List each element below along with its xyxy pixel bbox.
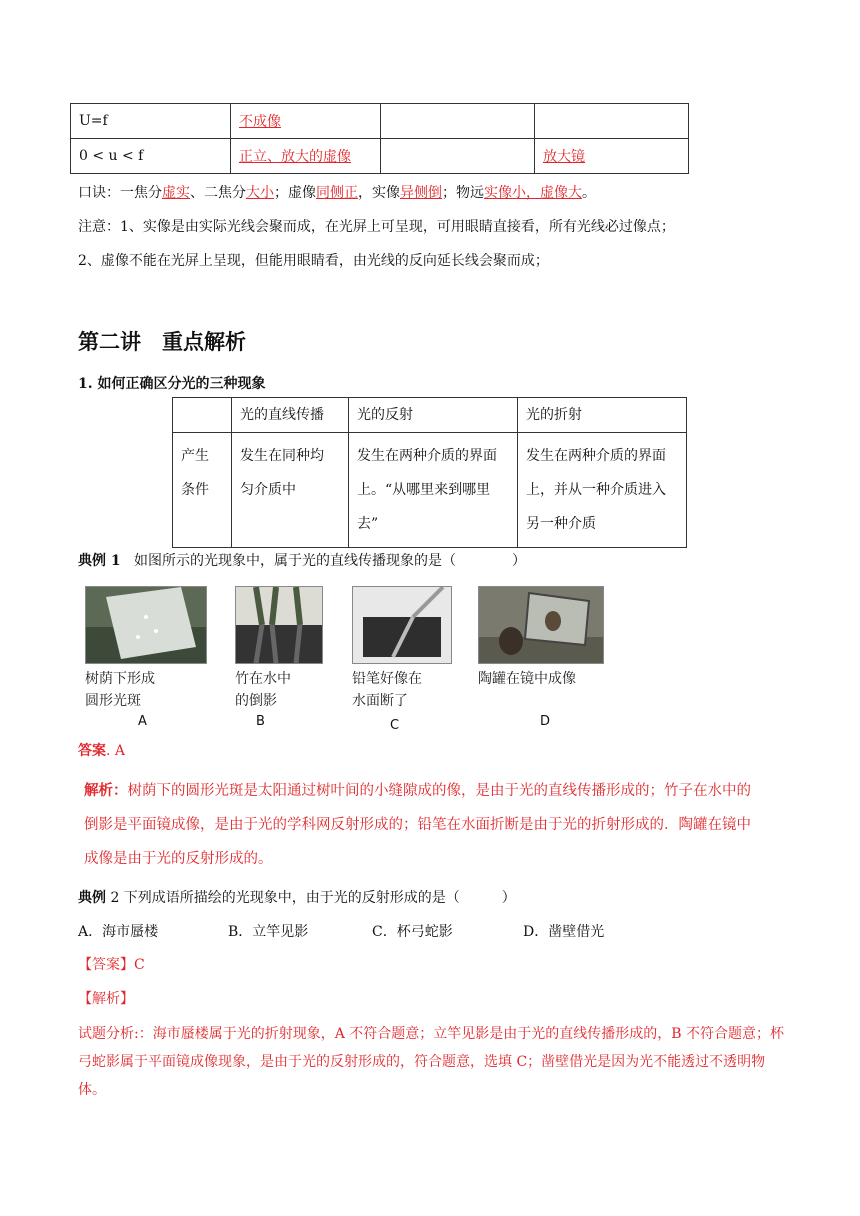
section-title: 第二讲 重点解析 (78, 330, 246, 354)
explanation-text: 树荫下的圆形光斑是太阳通过树叶间的小缝隙成的像，是由于光的直线传播形成的；竹子在水中的倒影是平面镜成像，是由于光的学科网反射形成的；铅笔在水面折断是由于光的折射形成的．陶罐在镜中成像是由于光的反射形成的。 (84, 783, 751, 867)
table-cell (535, 104, 689, 139)
table-cell: 正立、放大的虚像 (231, 139, 381, 174)
figure-caption: 铅笔好像在 水面断了 (352, 671, 422, 709)
explanation-2-label: 【解析】 (78, 991, 134, 1007)
table-header (173, 398, 232, 433)
table-header: 光的折射 (518, 398, 687, 433)
answer-2: 【答案】C (78, 957, 145, 973)
example-label: 典例 (78, 890, 106, 906)
text: 、二焦分 (190, 185, 246, 201)
option-letter: C (390, 718, 400, 733)
example-2-question (78, 887, 516, 907)
answer-value: . A (106, 743, 126, 759)
photo-jar-mirror (478, 586, 604, 664)
highlight: 实像小，虚像大 (484, 185, 582, 201)
highlight: 异侧倒 (400, 185, 442, 201)
table-cell: 0 < u < f (71, 139, 231, 174)
explanation-2: 试题分析:：海市蜃楼属于光的折射现象，A 不符合题意；立竿见影是由于光的直线传播形成的，B 不符合题意；杯弓蛇影属于平面镜成像现象，是由于光的反射形成的，符合题意，选填 C；凿壁借光是因为光不能透过不透明物体。 (78, 1026, 785, 1098)
highlight: 大小 (246, 185, 274, 201)
explanation-1 (84, 774, 764, 876)
text: ；物远 (442, 185, 484, 201)
table-cell: 不成像 (231, 104, 381, 139)
table-cell: 发生在两种介质的界面 上。“从哪里来到哪里 去” (349, 433, 518, 548)
note-1: 注意：1、实像是由实际光线会聚而成，在光屏上可呈现，可用眼睛直接看，所有光线必过像点； (78, 219, 675, 235)
highlight: 虚实 (162, 185, 190, 201)
table-header: 光的反射 (349, 398, 518, 433)
question-text: 如图所示的光现象中，属于光的直线传播现象的是（ ） (133, 553, 526, 569)
figure-a (85, 586, 207, 712)
answer-label: 答案 (78, 743, 106, 759)
text: ；虚像 (274, 185, 316, 201)
example-1-question (78, 550, 526, 570)
answer-1 (78, 740, 125, 760)
option-letter: B (256, 714, 265, 729)
figure-caption: 树荫下形成 圆形光斑 (85, 671, 155, 709)
figure-caption: 陶罐在镜中成像 (478, 671, 576, 687)
table-header: 光的直线传播 (232, 398, 349, 433)
table-row (173, 398, 687, 433)
table-cell: 发生在同种均 匀介质中 (232, 433, 349, 548)
table-cell: 发生在两种介质的界面 上，并从一种介质进入 另一种介质 (518, 433, 687, 548)
photo-bamboo-reflection (235, 586, 323, 664)
figure-caption: 竹在水中 的倒影 (235, 671, 291, 709)
option-letter: D (540, 714, 551, 729)
table-cell (381, 104, 535, 139)
text: 口诀：一焦分 (78, 185, 162, 201)
table-row (173, 433, 687, 548)
explanation-label: 解析： (84, 783, 128, 799)
figure-strip (80, 586, 610, 736)
text: ，实像 (358, 185, 400, 201)
option-letter: A (138, 714, 147, 729)
text: 。 (582, 185, 596, 201)
note-2: 2、虚像不能在光屏上呈现，但能用眼睛看，由光线的反向延长线会聚而成； (78, 253, 549, 269)
row-label: 产生 条件 (173, 433, 232, 548)
mnemonic-line (78, 182, 596, 202)
figure-c (352, 586, 452, 712)
figure-d (478, 586, 604, 690)
option-c: C．杯弓蛇影 (372, 924, 453, 940)
imaging-table (70, 103, 689, 174)
table-row (71, 139, 689, 174)
question-text: 2 下列成语所描绘的光现象中，由于光的反射形成的是（ ） (106, 890, 516, 906)
photo-pencil-in-water (352, 586, 452, 664)
table-cell: U=f (71, 104, 231, 139)
example-label: 典例 1 (78, 553, 121, 569)
option-a: A．海市蜃楼 (78, 924, 159, 940)
photo-light-spots (85, 586, 207, 664)
highlight: 同侧正 (316, 185, 358, 201)
figure-b (235, 586, 323, 712)
option-b: B．立竿见影 (228, 924, 309, 940)
option-d: D．凿壁借光 (523, 924, 605, 940)
table-cell: 放大镜 (535, 139, 689, 174)
light-phenomena-table (172, 397, 687, 548)
table-row (71, 104, 689, 139)
subsection-title: 1. 如何正确区分光的三种现象 (78, 376, 266, 392)
table-cell (381, 139, 535, 174)
